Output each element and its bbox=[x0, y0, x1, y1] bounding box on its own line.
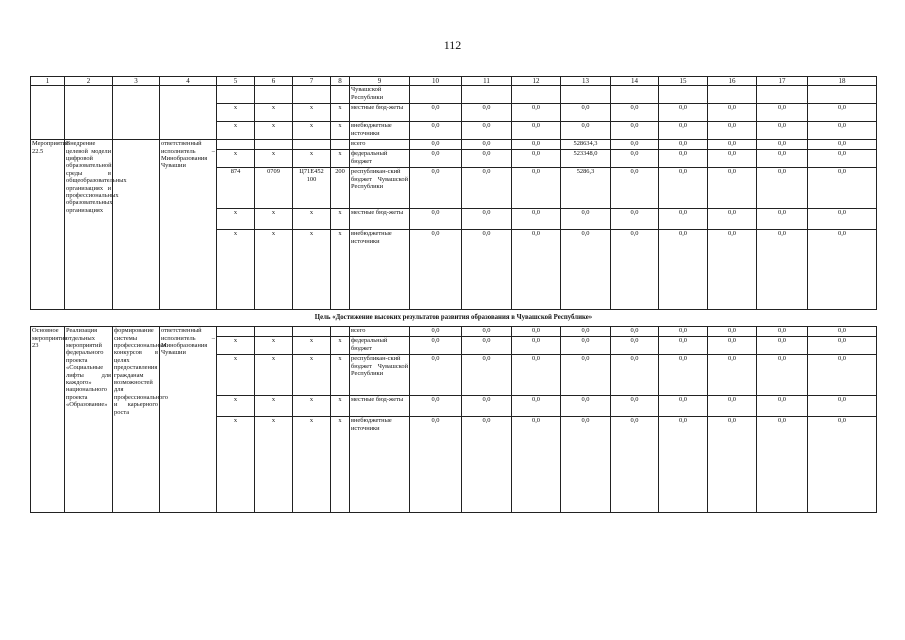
table-cell bbox=[808, 86, 877, 104]
value-cell: 528634,3 bbox=[561, 140, 611, 150]
table-cell: 200 bbox=[331, 168, 350, 209]
table-cell: x bbox=[331, 355, 350, 396]
table-cell: x bbox=[217, 104, 255, 122]
value-cell: 0,0 bbox=[462, 417, 512, 513]
header-cell: 7 bbox=[293, 77, 331, 86]
table-cell: x bbox=[255, 337, 293, 355]
fund-source: республикан-ский бюджет Чувашской Республики bbox=[350, 168, 410, 209]
continuation-row bbox=[31, 86, 877, 104]
header-cell: 2 bbox=[65, 77, 113, 86]
activity-row bbox=[31, 327, 877, 337]
header-cell: 5 bbox=[217, 77, 255, 86]
value-cell: 0,0 bbox=[611, 168, 659, 209]
table-cell: x bbox=[331, 417, 350, 513]
value-cell: 0,0 bbox=[757, 140, 808, 150]
value-cell: 0,0 bbox=[808, 122, 877, 140]
value-cell: 0,0 bbox=[659, 150, 708, 168]
table-cell: x bbox=[331, 396, 350, 417]
activity-target: формирование системы профессиональных конкурсов в целях предоставления гражданам возможностей для профессионального и карьерного роста bbox=[113, 327, 160, 513]
table-cell: x bbox=[217, 396, 255, 417]
table-cell: Ц71Е452 100 bbox=[293, 168, 331, 209]
header-cell: 14 bbox=[611, 77, 659, 86]
table-cell: x bbox=[293, 355, 331, 396]
value-cell: 0,0 bbox=[561, 327, 611, 337]
value-cell: 0,0 bbox=[808, 327, 877, 337]
value-cell: 0,0 bbox=[659, 337, 708, 355]
page-number: 112 bbox=[443, 38, 462, 52]
activity-row bbox=[31, 140, 877, 150]
value-cell: 0,0 bbox=[512, 140, 561, 150]
value-cell: 0,0 bbox=[410, 327, 462, 337]
value-cell: 0,0 bbox=[708, 122, 757, 140]
table-cell bbox=[561, 86, 611, 104]
goal-title: Цель «Достижение высоких результатов развития образования в Чувашской Республике» bbox=[31, 310, 877, 327]
fund-source: местные бюд-жеты bbox=[350, 396, 410, 417]
value-cell: 0,0 bbox=[512, 396, 561, 417]
value-cell: 0,0 bbox=[708, 337, 757, 355]
value-cell: 0,0 bbox=[659, 168, 708, 209]
value-cell: 0,0 bbox=[611, 150, 659, 168]
value-cell: 0,0 bbox=[462, 104, 512, 122]
table-cell: x bbox=[293, 104, 331, 122]
value-cell: 0,0 bbox=[659, 417, 708, 513]
header-cell: 15 bbox=[659, 77, 708, 86]
value-cell: 0,0 bbox=[757, 417, 808, 513]
value-cell: 0,0 bbox=[708, 396, 757, 417]
value-cell: 0,0 bbox=[410, 168, 462, 209]
table-cell: x bbox=[255, 417, 293, 513]
value-cell: 0,0 bbox=[808, 150, 877, 168]
table-cell: x bbox=[255, 230, 293, 310]
activity-description: Внедрение целевой модели цифровой образовательной среды в общеобразовательных организациях и профессиональных образовательных организациях bbox=[65, 140, 113, 310]
value-cell: 0,0 bbox=[512, 355, 561, 396]
fund-source: внебюджетные источники bbox=[350, 230, 410, 310]
fund-source: федеральный бюджет bbox=[350, 150, 410, 168]
table-cell bbox=[410, 86, 462, 104]
value-cell: 0,0 bbox=[611, 209, 659, 230]
fund-source: федеральный бюджет bbox=[350, 337, 410, 355]
value-cell: 0,0 bbox=[659, 104, 708, 122]
budget-table bbox=[30, 76, 877, 513]
value-cell: 0,0 bbox=[611, 417, 659, 513]
value-cell: 0,0 bbox=[512, 168, 561, 209]
table-cell: x bbox=[255, 209, 293, 230]
fund-source: местные бюд-жеты bbox=[350, 104, 410, 122]
table-cell: x bbox=[255, 355, 293, 396]
table-cell bbox=[293, 327, 331, 337]
activity-name: Мероприятие 22.5 bbox=[31, 140, 65, 310]
fund-source: всего bbox=[350, 327, 410, 337]
fund-source: республикан-ский бюджет Чувашской Республики bbox=[350, 355, 410, 396]
value-cell: 0,0 bbox=[808, 168, 877, 209]
value-cell: 0,0 bbox=[808, 230, 877, 310]
value-cell: 0,0 bbox=[561, 230, 611, 310]
header-row bbox=[31, 77, 877, 86]
table-cell: x bbox=[217, 337, 255, 355]
header-cell: 16 bbox=[708, 77, 757, 86]
value-cell: 0,0 bbox=[757, 104, 808, 122]
value-cell: 0,0 bbox=[659, 355, 708, 396]
table-cell bbox=[659, 86, 708, 104]
table-cell bbox=[757, 86, 808, 104]
value-cell: 0,0 bbox=[410, 209, 462, 230]
table-cell bbox=[611, 86, 659, 104]
table-cell: x bbox=[217, 230, 255, 310]
value-cell: 0,0 bbox=[462, 337, 512, 355]
value-cell: 5286,3 bbox=[561, 168, 611, 209]
table-cell bbox=[113, 140, 160, 310]
value-cell: 0,0 bbox=[611, 355, 659, 396]
table-cell bbox=[217, 327, 255, 337]
value-cell: 0,0 bbox=[611, 337, 659, 355]
table-cell: x bbox=[217, 417, 255, 513]
fund-source: внебюджетные источники bbox=[350, 417, 410, 513]
header-cell: 11 bbox=[462, 77, 512, 86]
value-cell: 0,0 bbox=[410, 122, 462, 140]
table-cell: x bbox=[293, 150, 331, 168]
value-cell: 0,0 bbox=[512, 337, 561, 355]
table-cell: x bbox=[217, 355, 255, 396]
goal-row bbox=[31, 310, 877, 327]
header-cell: 17 bbox=[757, 77, 808, 86]
value-cell: 0,0 bbox=[561, 396, 611, 417]
value-cell: 0,0 bbox=[659, 209, 708, 230]
value-cell: 0,0 bbox=[708, 327, 757, 337]
header-cell: 12 bbox=[512, 77, 561, 86]
fund-source: внебюджетные источники bbox=[350, 122, 410, 140]
value-cell: 0,0 bbox=[611, 327, 659, 337]
value-cell: 0,0 bbox=[561, 104, 611, 122]
value-cell: 0,0 bbox=[462, 168, 512, 209]
table-cell: x bbox=[217, 209, 255, 230]
value-cell: 0,0 bbox=[659, 327, 708, 337]
value-cell: 0,0 bbox=[462, 327, 512, 337]
value-cell: 523348,0 bbox=[561, 150, 611, 168]
table-cell bbox=[113, 86, 160, 140]
fund-source: всего bbox=[350, 140, 410, 150]
value-cell: 0,0 bbox=[708, 417, 757, 513]
header-cell: 3 bbox=[113, 77, 160, 86]
value-cell: 0,0 bbox=[708, 355, 757, 396]
table-cell bbox=[293, 140, 331, 150]
value-cell: 0,0 bbox=[561, 209, 611, 230]
table-cell: x bbox=[255, 122, 293, 140]
value-cell: 0,0 bbox=[561, 417, 611, 513]
value-cell: 0,0 bbox=[410, 104, 462, 122]
activity-description: Реализация отдельных мероприятий федерального проекта «Социальные лифты для каждого» национального проекта «Образование» bbox=[65, 327, 113, 513]
value-cell: 0,0 bbox=[611, 140, 659, 150]
value-cell: 0,0 bbox=[462, 150, 512, 168]
table-cell bbox=[293, 86, 331, 104]
table-cell: x bbox=[293, 230, 331, 310]
value-cell: 0,0 bbox=[611, 396, 659, 417]
value-cell: 0,0 bbox=[512, 122, 561, 140]
header-cell: 1 bbox=[31, 77, 65, 86]
value-cell: 0,0 bbox=[611, 122, 659, 140]
table-cell: 874 bbox=[217, 168, 255, 209]
value-cell: 0,0 bbox=[757, 327, 808, 337]
value-cell: 0,0 bbox=[512, 209, 561, 230]
table-cell bbox=[255, 86, 293, 104]
table-cell bbox=[31, 86, 65, 140]
value-cell: 0,0 bbox=[757, 209, 808, 230]
header-cell: 8 bbox=[331, 77, 350, 86]
value-cell: 0,0 bbox=[708, 150, 757, 168]
header-cell: 13 bbox=[561, 77, 611, 86]
value-cell: 0,0 bbox=[512, 230, 561, 310]
value-cell: 0,0 bbox=[757, 337, 808, 355]
value-cell: 0,0 bbox=[561, 337, 611, 355]
table-cell bbox=[160, 86, 217, 140]
value-cell: 0,0 bbox=[757, 122, 808, 140]
table-cell: x bbox=[331, 230, 350, 310]
value-cell: 0,0 bbox=[708, 140, 757, 150]
executor: ответственный исполнитель – Минобразования Чувашии bbox=[160, 327, 217, 513]
table-cell bbox=[512, 86, 561, 104]
value-cell: 0,0 bbox=[410, 417, 462, 513]
header-cell: 18 bbox=[808, 77, 877, 86]
executor: ответственный исполнитель – Минобразования Чувашии bbox=[160, 140, 217, 310]
value-cell: 0,0 bbox=[659, 230, 708, 310]
table-cell: x bbox=[293, 417, 331, 513]
value-cell: 0,0 bbox=[808, 209, 877, 230]
value-cell: 0,0 bbox=[659, 396, 708, 417]
header-cell: 6 bbox=[255, 77, 293, 86]
value-cell: 0,0 bbox=[611, 230, 659, 310]
table-cell bbox=[708, 86, 757, 104]
table-cell: x bbox=[331, 122, 350, 140]
table-cell bbox=[331, 327, 350, 337]
value-cell: 0,0 bbox=[410, 150, 462, 168]
table-cell: x bbox=[331, 209, 350, 230]
table-cell: x bbox=[255, 104, 293, 122]
value-cell: 0,0 bbox=[757, 396, 808, 417]
value-cell: 0,0 bbox=[512, 417, 561, 513]
value-cell: 0,0 bbox=[410, 396, 462, 417]
value-cell: 0,0 bbox=[410, 355, 462, 396]
value-cell: 0,0 bbox=[410, 337, 462, 355]
value-cell: 0,0 bbox=[808, 396, 877, 417]
value-cell: 0,0 bbox=[708, 104, 757, 122]
table-cell bbox=[255, 327, 293, 337]
value-cell: 0,0 bbox=[708, 230, 757, 310]
value-cell: 0,0 bbox=[757, 150, 808, 168]
value-cell: 0,0 bbox=[561, 122, 611, 140]
activity-name: Основное мероприятие 23 bbox=[31, 327, 65, 513]
value-cell: 0,0 bbox=[659, 122, 708, 140]
value-cell: 0,0 bbox=[708, 168, 757, 209]
table-cell: x bbox=[293, 122, 331, 140]
value-cell: 0,0 bbox=[757, 355, 808, 396]
value-cell: 0,0 bbox=[462, 140, 512, 150]
value-cell: 0,0 bbox=[462, 209, 512, 230]
table-cell: x bbox=[293, 337, 331, 355]
table-cell bbox=[65, 86, 113, 140]
value-cell: 0,0 bbox=[611, 104, 659, 122]
value-cell: 0,0 bbox=[808, 355, 877, 396]
table-cell bbox=[331, 140, 350, 150]
table-cell bbox=[462, 86, 512, 104]
header-cell: 9 bbox=[350, 77, 410, 86]
table-cell: x bbox=[255, 396, 293, 417]
value-cell: 0,0 bbox=[561, 355, 611, 396]
table-cell bbox=[331, 86, 350, 104]
value-cell: 0,0 bbox=[757, 230, 808, 310]
value-cell: 0,0 bbox=[410, 230, 462, 310]
table-cell bbox=[217, 86, 255, 104]
value-cell: 0,0 bbox=[512, 150, 561, 168]
value-cell: 0,0 bbox=[808, 337, 877, 355]
table-cell: x bbox=[293, 209, 331, 230]
table-body bbox=[31, 77, 877, 513]
header-cell: 10 bbox=[410, 77, 462, 86]
table-cell: x bbox=[217, 150, 255, 168]
value-cell: 0,0 bbox=[808, 104, 877, 122]
table-cell bbox=[217, 140, 255, 150]
value-cell: 0,0 bbox=[757, 168, 808, 209]
table-cell: x bbox=[255, 150, 293, 168]
table-cell: x bbox=[331, 150, 350, 168]
table-cell: x bbox=[331, 104, 350, 122]
value-cell: 0,0 bbox=[462, 122, 512, 140]
value-cell: 0,0 bbox=[512, 327, 561, 337]
value-cell: 0,0 bbox=[512, 104, 561, 122]
value-cell: 0,0 bbox=[808, 417, 877, 513]
value-cell: 0,0 bbox=[410, 140, 462, 150]
value-cell: 0,0 bbox=[659, 140, 708, 150]
value-cell: 0,0 bbox=[708, 209, 757, 230]
fund-source: Чувашской Республики bbox=[350, 86, 410, 104]
table-cell bbox=[255, 140, 293, 150]
value-cell: 0,0 bbox=[808, 140, 877, 150]
value-cell: 0,0 bbox=[462, 355, 512, 396]
value-cell: 0,0 bbox=[462, 230, 512, 310]
table-cell: x bbox=[293, 396, 331, 417]
fund-source: местные бюд-жеты bbox=[350, 209, 410, 230]
table-cell: 0709 bbox=[255, 168, 293, 209]
table-cell: x bbox=[217, 122, 255, 140]
header-cell: 4 bbox=[160, 77, 217, 86]
table-cell: x bbox=[331, 337, 350, 355]
value-cell: 0,0 bbox=[462, 396, 512, 417]
